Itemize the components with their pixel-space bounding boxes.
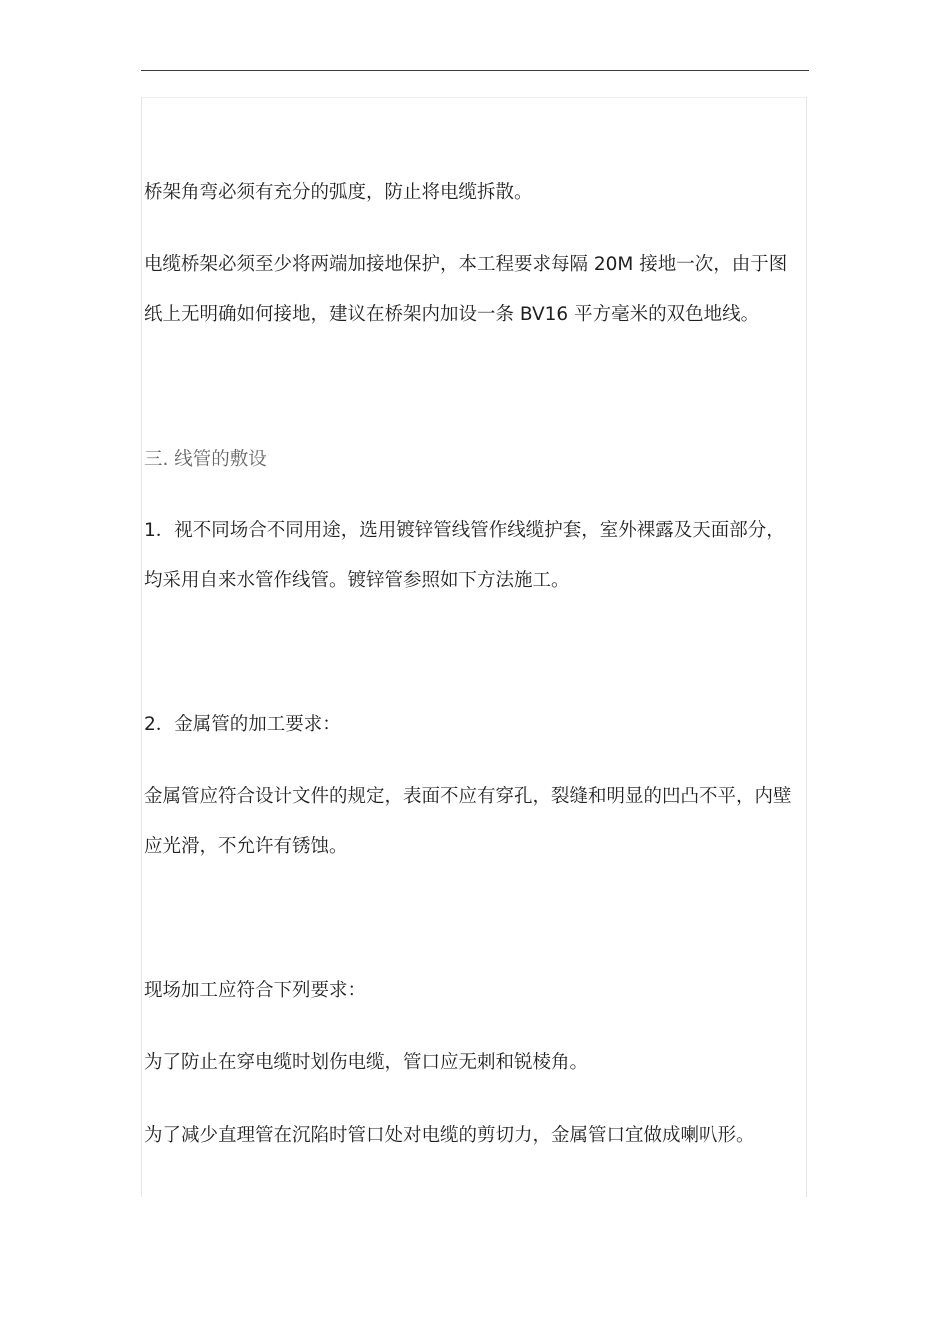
paragraph-line: 均采用自来水管作线管。镀锌管参照如下方法施工。 <box>144 570 570 591</box>
paragraph-line: 现场加工应符合下列要求： <box>144 980 367 1001</box>
paragraph-line: 为了减少直理管在沉陷时管口处对电缆的剪切力，金属管口宜做成喇叭形。 <box>144 1125 755 1146</box>
paragraph-line: 纸上无明确如何接地，建议在桥架内加设一条 BV16 平方毫米的双色地线。 <box>144 304 760 325</box>
paragraph-line: 应光滑，不允许有锈蚀。 <box>144 836 348 857</box>
paragraph-line: 为了防止在穿电缆时划伤电缆，管口应无刺和锐棱角。 <box>144 1052 589 1073</box>
paragraph-line: 1．视不同场合不同用途，选用镀锌管线管作线缆护套，室外裸露及天面部分， <box>144 520 785 541</box>
paragraph-line: 电缆桥架必须至少将两端加接地保护，本工程要求每隔 20M 接地一次，由于图 <box>144 254 788 275</box>
subsection-heading: 2．金属管的加工要求： <box>144 714 341 735</box>
header-rule <box>141 70 809 71</box>
paragraph-line: 桥架角弯必须有充分的弧度，防止将电缆拆散。 <box>144 182 533 203</box>
section-heading: 三. 线管的敷设 <box>144 449 267 470</box>
paragraph-line: 金属管应符合设计文件的规定，表面不应有穿孔，裂缝和明显的凹凸不平，内壁 <box>144 786 792 807</box>
